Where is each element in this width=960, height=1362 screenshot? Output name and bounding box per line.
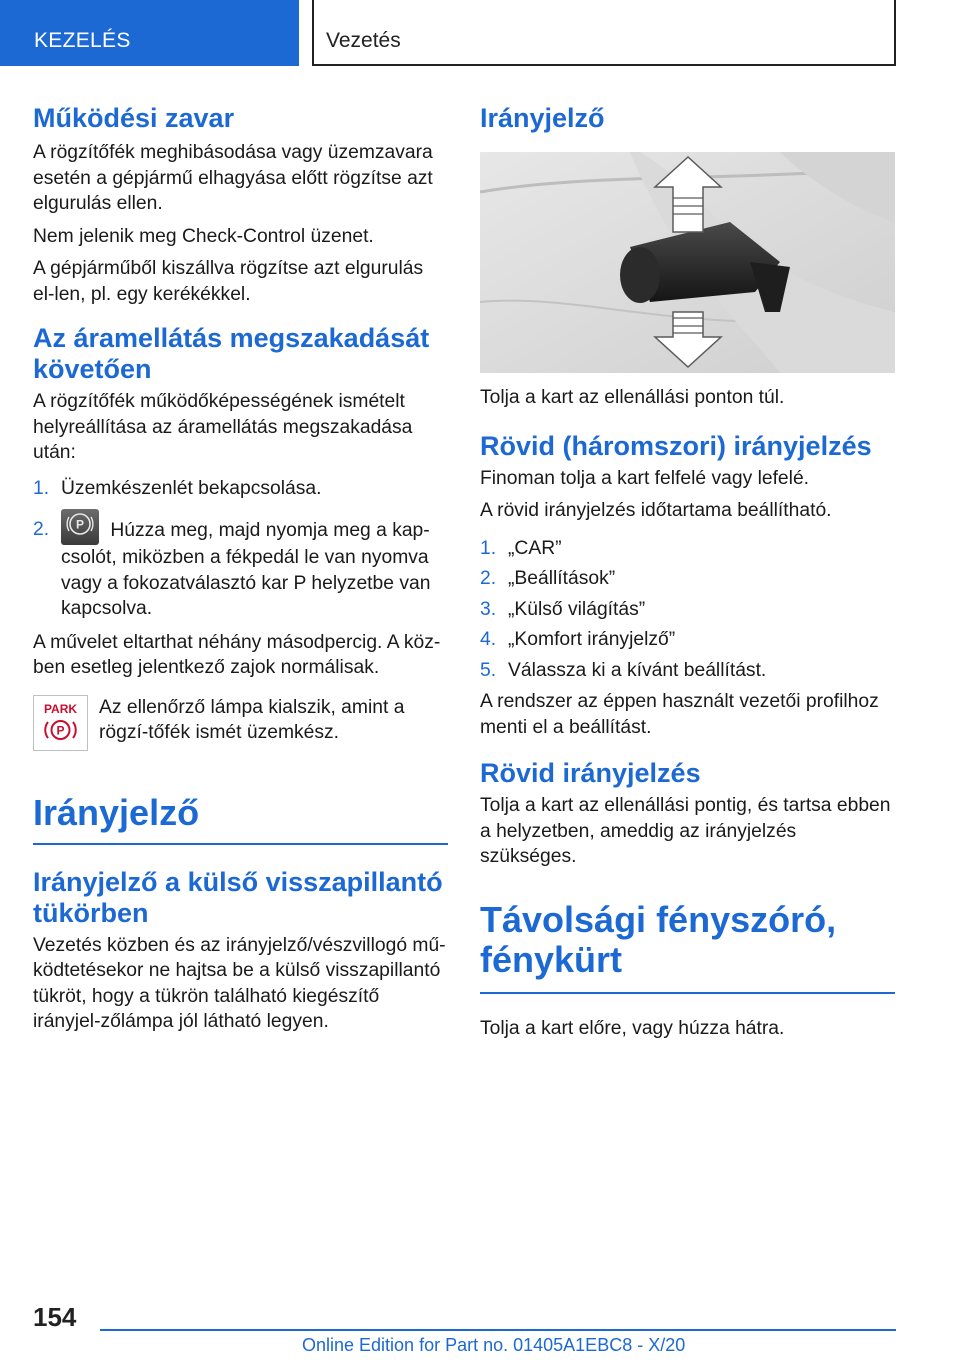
para-lamp: Az ellenőrző lámpa kialszik, amint a rögzí-tőfék ismét üzemkész.	[99, 696, 405, 743]
list-item	[33, 476, 448, 502]
heading-mirror-signal: Irányjelző a külső visszapillantó tükörben	[33, 866, 443, 928]
turn-signal-lever-image	[480, 152, 895, 373]
step-text: „Komfort irányjelző”	[508, 629, 676, 650]
restore-steps	[33, 476, 448, 622]
list-item	[480, 658, 895, 684]
svg-text:P: P	[75, 517, 85, 532]
right-column	[480, 100, 895, 1041]
chapter-label: Vezetés	[326, 29, 401, 52]
left-column	[33, 100, 448, 1035]
menu-steps	[480, 536, 895, 684]
image-caption: Tolja a kart az ellenállási ponton túl.	[480, 387, 785, 408]
section-label: KEZELÉS	[34, 29, 131, 52]
step-number: 4.	[480, 629, 497, 650]
para-malfunction-1: A rögzítőfék meghibásodása vagy üzemzavara esetén a gépjármű elhagyása előtt rögzítse azt elgurulás ellen.	[33, 142, 433, 214]
heading-rule	[33, 843, 448, 845]
heading-short-signal: Rövid irányjelzés	[480, 758, 701, 788]
step-number: 3.	[480, 598, 497, 620]
para-triple-1: Finoman tolja a kart felfelé vagy lefelé.	[480, 467, 810, 489]
footer-rule	[100, 1329, 896, 1331]
para-mirror: Vezetés közben és az irányjelző/vészvillogó mű-ködtetésekor ne hajtsa be a külső visszapillantó tükröt, hogy a tükrön található kiegészítő irányjel-zőlámpa jól látható legyen.	[33, 934, 446, 1032]
step-text: „CAR”	[508, 537, 562, 559]
list-item	[480, 627, 895, 653]
heading-power-interruption: Az áramellátás megszakadását követően	[33, 323, 430, 384]
parking-brake-switch-icon	[61, 509, 99, 545]
heading-malfunction: Működési zavar	[33, 103, 235, 133]
heading-turn-signal-right: Irányjelző	[480, 103, 605, 133]
heading-triple-signal: Rövid (háromszori) irányjelzés	[480, 430, 872, 461]
step-text: „Külső világítás”	[508, 598, 646, 620]
para-high-beam: Tolja a kart előre, vagy húzza hátra.	[480, 1017, 785, 1039]
step-text: Üzemkészenlét bekapcsolása.	[61, 477, 322, 499]
heading-turn-signal: Irányjelző	[33, 791, 200, 833]
page-number: 154	[33, 1302, 77, 1332]
para-malfunction-3: A gépjárműből kiszállva rögzítse azt elgurulás el-len, pl. egy kerékékkel.	[33, 258, 424, 305]
step-number: 2.	[33, 519, 50, 540]
step-text: „Beállítások”	[508, 568, 616, 589]
para-triple-2: A rövid irányjelzés időtartama beállítható.	[480, 500, 832, 521]
step-number: 1.	[480, 537, 497, 559]
list-item	[480, 566, 895, 592]
para-short: Tolja a kart az ellenállási pontig, és tartsa ebben a helyzetben, ameddig az irányjelzés szükséges.	[480, 795, 891, 867]
heading-rule	[480, 992, 895, 994]
para-profile: A rendszer az éppen használt vezetői profilhoz menti el a beállítást.	[480, 691, 879, 738]
chapter-header	[312, 0, 896, 66]
section-tab	[0, 0, 299, 66]
step-text: Válassza ki a kívánt beállítást.	[508, 659, 767, 681]
edition-link[interactable]: Online Edition for Part no. 01405A1EBC8 - X/20	[302, 1335, 686, 1355]
list-item	[33, 509, 448, 622]
svg-text:P: P	[56, 723, 65, 737]
park-warning-lamp-icon	[33, 695, 88, 751]
svg-text:PARK: PARK	[43, 701, 78, 716]
list-item	[480, 597, 895, 623]
list-item	[480, 536, 895, 562]
para-after: A művelet eltarthat néhány másodpercig. A köz-ben esetleg jelentkező zajok normálisak.	[33, 631, 441, 678]
step-number: 5.	[480, 659, 497, 681]
heading-high-beam: Távolsági fényszóró, fénykürt	[480, 898, 837, 980]
para-malfunction-2: Nem jelenik meg Check-Control üzenet.	[33, 225, 374, 247]
step-number: 2.	[480, 568, 497, 589]
para-power: A rögzítőfék működőképességének ismételt helyreállítása az áramellátás megszakadása után:	[33, 391, 413, 463]
step-number: 1.	[33, 477, 50, 499]
park-lamp-note	[33, 695, 448, 755]
step-text: Húzza meg, majd nyomja meg a kap-csolót, miközben a fékpedál le van nyomva vagy a fokozatválasztó kar P helyzetbe van kapcsolva.	[61, 520, 431, 619]
